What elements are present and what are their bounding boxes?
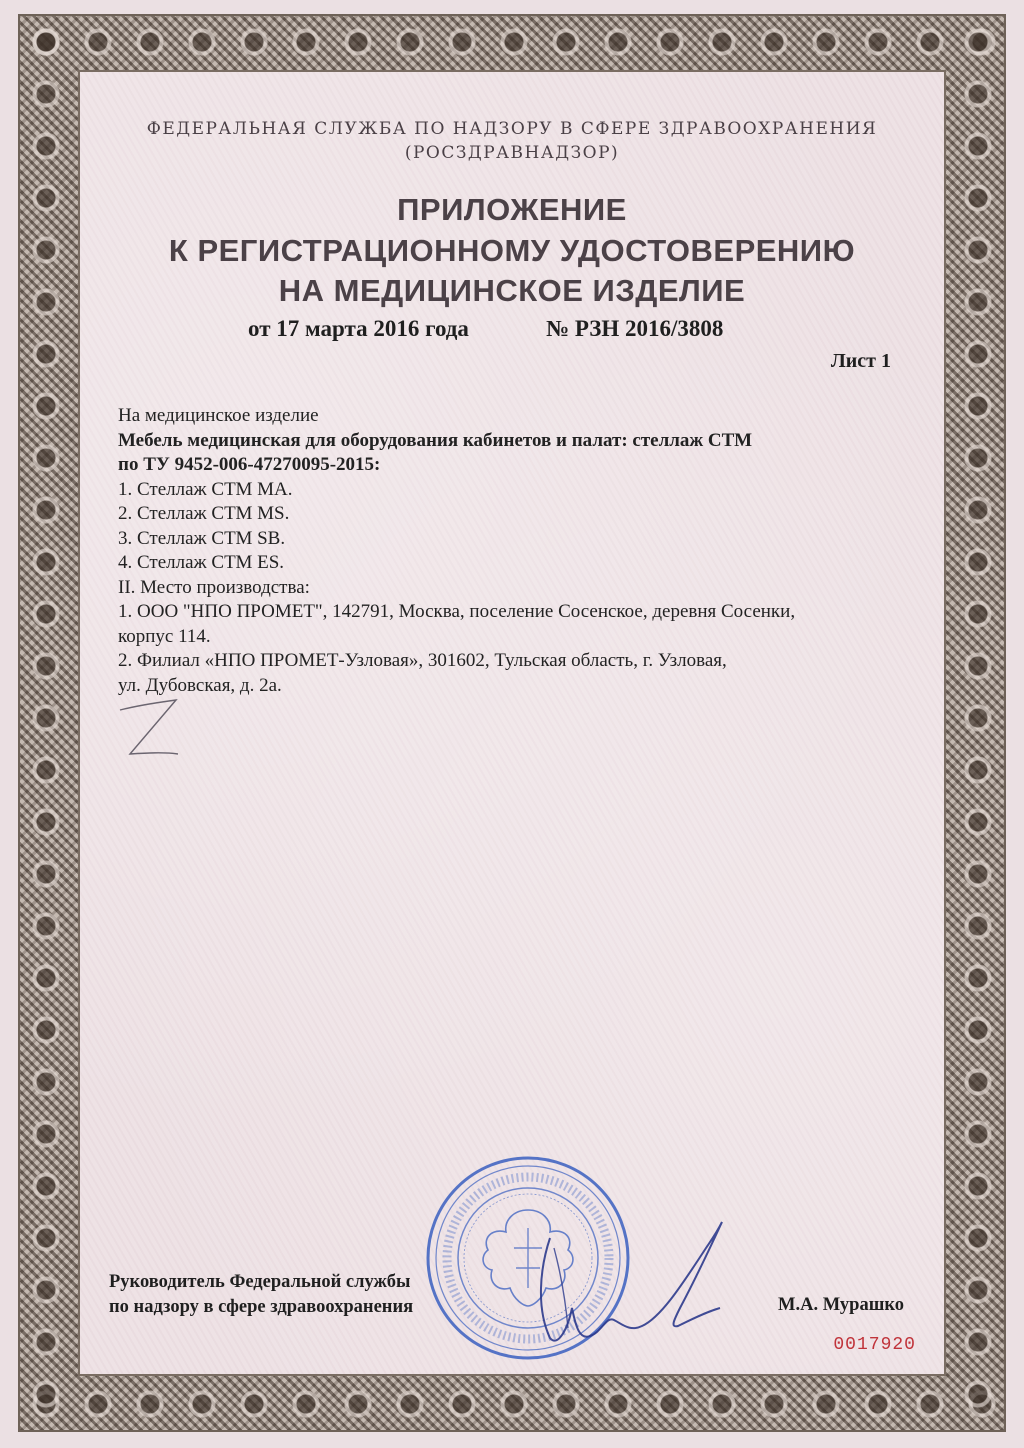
list-item: 4. Стеллаж СТМ ES. [118,552,285,573]
body-intro: На медицинское изделие [118,405,319,426]
handwritten-z-mark [116,696,186,766]
agency-abbreviation: (РОСЗДРАВНАДЗОР) [404,143,620,163]
signatory-position-line1: Руководитель Федеральной службы [109,1272,411,1292]
signatory-position-line2: по надзору в сфере здравоохранения [109,1297,414,1317]
serial-number: 0017920 [833,1335,916,1355]
list-item: 1. Стеллаж СТМ MA. [118,478,293,500]
list-item: 2. Стеллаж СТМ MS. [118,503,290,524]
document-title-line2: К РЕГИСТРАЦИОННОМУ УДОСТОВЕРЕНИЮ [168,233,856,268]
product-spec: по ТУ 9452-006-47270095-2015: [118,454,381,475]
product-name: Мебель медицинская для оборудования кабинетов и палат: стеллаж СТМ [118,429,753,451]
place-address: ул. Дубовская, д. 2а. [118,674,282,696]
place-address: 1. ООО "НПО ПРОМЕТ", 142791, Москва, поселение Сосенское, деревня Сосенки, [118,601,796,622]
sheet-number: Лист 1 [830,350,891,372]
document-body [118,404,878,698]
place-address: корпус 114. [118,625,211,647]
agency-name: ФЕДЕРАЛЬНАЯ СЛУЖБА ПО НАДЗОРУ В СФЕРЕ ЗДРАВООХРАНЕНИЯ [146,119,878,139]
signatory-name: М.А. Мурашко [778,1295,904,1315]
border-ornament-bottom [20,1384,1004,1424]
registration-number: № РЗН 2016/3808 [546,316,724,341]
border-ornament-top [20,22,1004,62]
border-ornament-left [26,16,66,1430]
document-title-line1: ПРИЛОЖЕНИЕ [397,192,627,227]
registration-date: от 17 марта 2016 года [248,316,469,341]
list-item: 3. Стеллаж СТМ SB. [118,527,286,549]
signatory-position [109,1270,413,1320]
place-address: 2. Филиал «НПО ПРОМЕТ-Узловая», 301602, Тульская область, г. Узловая, [118,650,727,671]
handwritten-signature [510,1208,740,1358]
border-ornament-right [958,16,998,1430]
place-heading: II. Место производства: [118,576,310,598]
document-title-line3: НА МЕДИЦИНСКОЕ ИЗДЕЛИЕ [278,273,746,308]
